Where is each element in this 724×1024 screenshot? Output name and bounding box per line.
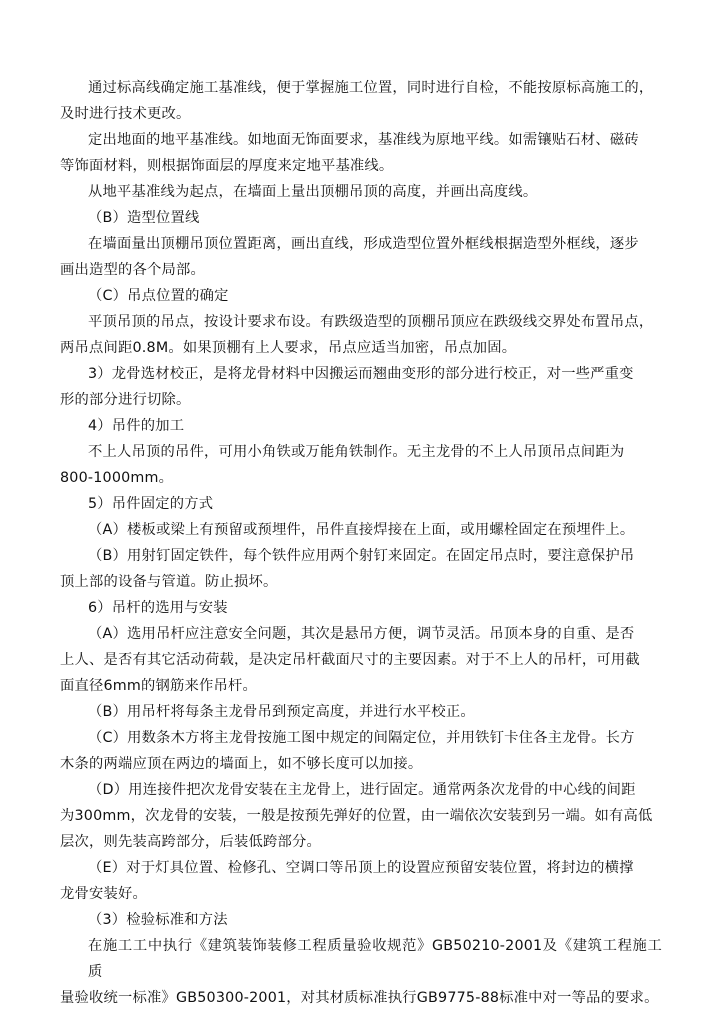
paragraph-inspection-standard <box>60 933 662 1011</box>
heading-shape-position-line <box>88 205 662 231</box>
text-line: 上人、是否有其它活动荷载，是决定吊杆截面尺寸的主要因素。对于不上人的吊杆，可用截 <box>60 652 640 668</box>
text-line: 3）龙骨选材校正，是将龙骨材料中因搬运而翘曲变形的部分进行校正，对一些严重变 <box>88 366 634 382</box>
paragraph-hanging-point <box>60 309 662 361</box>
paragraph-keel-correction <box>60 361 662 413</box>
text-line: （E）对于灯具位置、检修孔、空调口等吊顶上的设置应预留安装位置，将封边的横撑 <box>88 860 634 876</box>
text-line: （B）用射钉固定铁件，每个铁件应用两个射钉来固定。在固定吊点时，要注意保护吊 <box>88 548 635 564</box>
text-line: （B）造型位置线 <box>88 210 200 226</box>
text-line: 量验收统一标准》GB50300-2001，对其材质标准执行GB9775-88标准中对一等品的要求。 <box>60 990 659 1006</box>
text-line: 等饰面材料，则根据饰面层的厚度来定地平基准线。 <box>60 158 394 174</box>
paragraph-rod-c <box>60 725 662 777</box>
paragraph-hanger-fixing-a <box>88 517 662 543</box>
text-line: 从地平基准线为起点，在墙面上量出顶棚吊顶的高度，并画出高度线。 <box>88 184 538 200</box>
text-line: （A）楼板或梁上有预留或预埋件，吊件直接焊接在上面，或用螺栓固定在预埋件上。 <box>88 522 635 538</box>
text-line: 通过标高线确定施工基准线，便于掌握施工位置，同时进行自检，不能按原标高施工的， <box>88 80 654 96</box>
text-line: 平顶吊顶的吊点，按设计要求布设。有跌级造型的顶棚吊顶应在跌级线交界处布置吊点， <box>88 314 654 330</box>
text-line: 定出地面的地平基准线。如地面无饰面要求，基准线为原地平线。如需镶贴石材、磁砖 <box>88 132 639 148</box>
text-line: 5）吊件固定的方式 <box>88 496 214 512</box>
text-line: （C）用数条木方将主龙骨按施工图中规定的间隔定位，并用铁钉卡住各主龙骨。长方 <box>88 730 635 746</box>
text-line: 龙骨安装好。 <box>60 886 147 902</box>
text-line: 为300mm，次龙骨的安装，一般是按预先弹好的位置，由一端依次安装到另一端。如有高低 <box>60 808 653 824</box>
paragraph-ceiling-height-line <box>88 179 662 205</box>
text-line: （A）选用吊杆应注意安全问题，其次是悬吊方便，调节灵活。吊顶本身的自重、是否 <box>88 626 635 642</box>
heading-hanger-processing <box>88 413 662 439</box>
text-line: 不上人吊顶的吊件，可用小角铁或万能角铁制作。无主龙骨的不上人吊顶吊点间距为 <box>88 444 625 460</box>
text-line: 4）吊件的加工 <box>88 418 185 434</box>
text-line: 800-1000mm。 <box>60 470 174 486</box>
text-line: 木条的两端应顶在两边的墙面上，如不够长度可以加接。 <box>60 756 423 772</box>
text-line: 形的部分进行切除。 <box>60 392 191 408</box>
text-line: 层次，则先装高跨部分，后装低跨部分。 <box>60 834 321 850</box>
text-line: （D）用连接件把次龙骨安装在主龙骨上，进行固定。通常两条次龙骨的中心线的间距 <box>88 782 636 798</box>
heading-hanging-point <box>88 283 662 309</box>
text-line: 及时进行技术更改。 <box>60 106 191 122</box>
text-line: 6）吊杆的选用与安装 <box>88 600 228 616</box>
paragraph-shape-position <box>60 231 662 283</box>
paragraph-floor-level-line <box>60 127 662 179</box>
heading-hanger-fixing <box>88 491 662 517</box>
text-line: 顶上部的设备与管道。防止损坏。 <box>60 574 278 590</box>
heading-rod-selection <box>88 595 662 621</box>
text-line: 面直径6mm的钢筋来作吊杆。 <box>60 678 258 694</box>
paragraph-rod-a <box>60 621 662 699</box>
text-line: （3）检验标准和方法 <box>88 912 228 928</box>
paragraph-hanger-fixing-b <box>60 543 662 595</box>
paragraph-benchmark-line <box>60 75 662 127</box>
text-line: （B）用吊杆将每条主龙骨吊到预定高度，并进行水平校正。 <box>88 704 475 720</box>
text-line: 在墙面量出顶棚吊顶位置距离，画出直线，形成造型位置外框线根据造型外框线，逐步 <box>88 236 639 252</box>
heading-inspection-standard <box>88 907 662 933</box>
text-line: 两吊点间距0.8M。如果顶棚有上人要求，吊点应适当加密，吊点加固。 <box>60 340 517 356</box>
paragraph-hanger-processing <box>60 439 662 491</box>
paragraph-rod-e <box>60 855 662 907</box>
paragraph-rod-d <box>60 777 662 855</box>
text-line: （C）吊点位置的确定 <box>88 288 229 304</box>
text-line: 在施工工中执行《建筑装饰装修工程质量验收规范》GB50210-2001及《建筑工程施工质 <box>88 938 662 980</box>
text-line: 画出造型的各个局部。 <box>60 262 205 278</box>
paragraph-rod-b <box>88 699 662 725</box>
